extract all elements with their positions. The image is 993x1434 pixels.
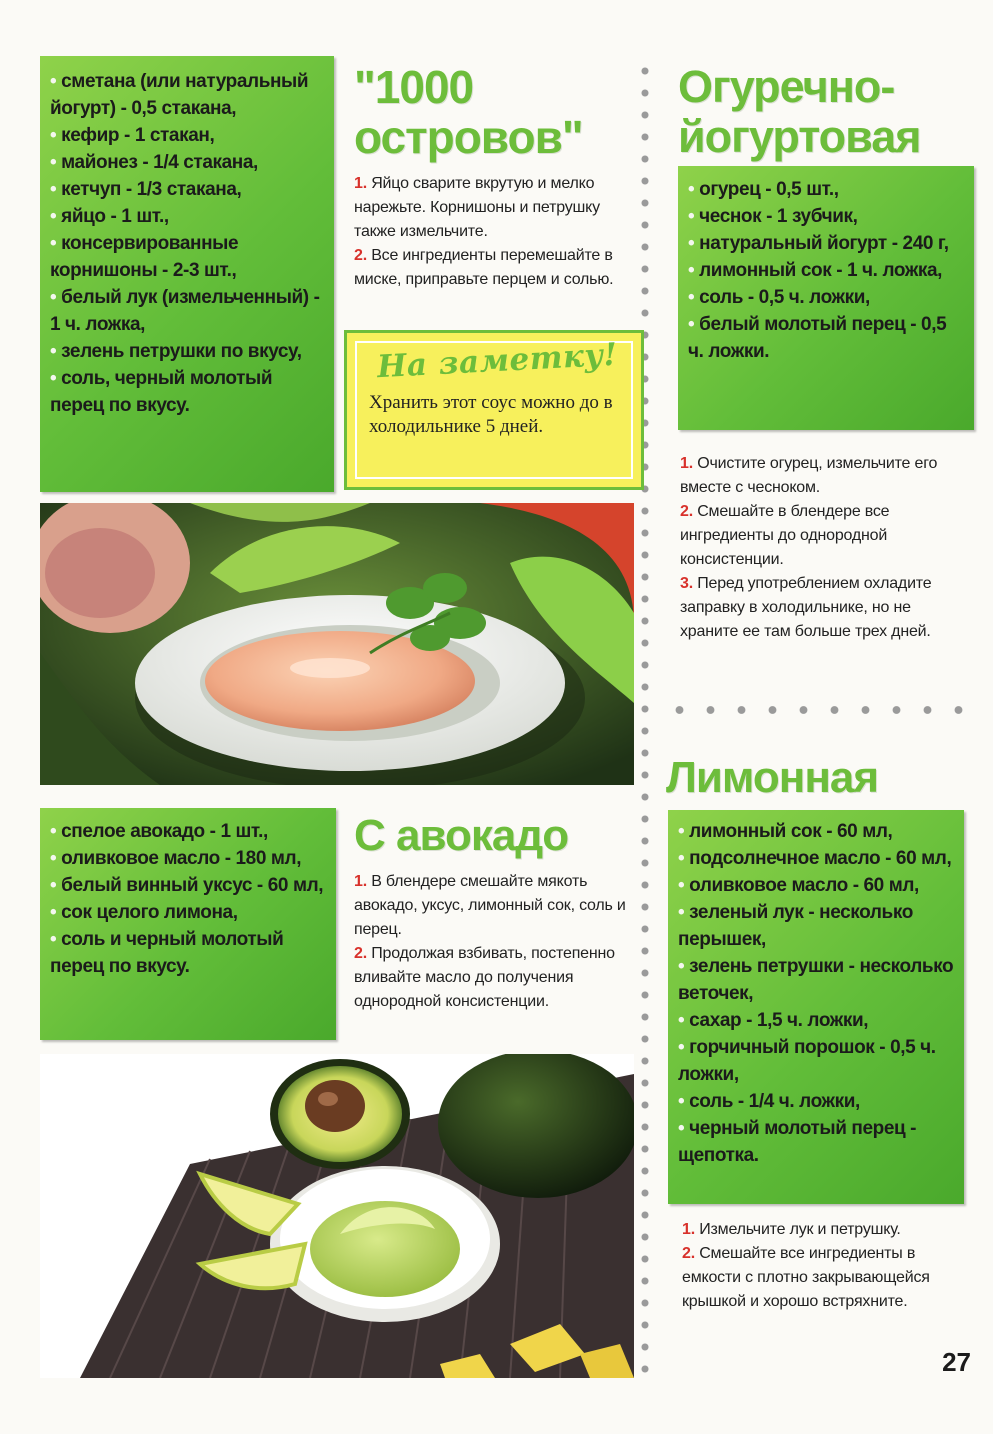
step <box>680 500 970 572</box>
title-line: островов" <box>354 111 583 163</box>
list-item: • лимонный сок - 1 ч. ложка, <box>688 257 966 284</box>
step <box>354 244 640 292</box>
list-item: • кетчуп - 1/3 стакана, <box>50 176 326 203</box>
step-text: В блендере смешайте мякоть авокадо, уксус, лимонный сок, соль и перец. <box>354 873 626 938</box>
step <box>354 172 640 244</box>
note-text: Хранить этот соус можно до в холодильнике 5 дней. <box>369 392 613 437</box>
step-number: 3. <box>680 575 693 592</box>
dotted-separator-vertical <box>640 60 650 1380</box>
step-number: 1. <box>354 175 367 192</box>
title-line: "1000 <box>354 61 474 113</box>
step-text: Измельчите лук и петрушку. <box>699 1221 901 1238</box>
list-item: • чеснок - 1 зубчик, <box>688 203 966 230</box>
step <box>680 572 970 644</box>
list-item: • оливковое масло - 60 мл, <box>678 872 956 899</box>
list-item: • майонез - 1/4 стакана, <box>50 149 326 176</box>
ingredients-list <box>50 818 328 980</box>
list-item: • зелень петрушки по вкусу, <box>50 338 326 365</box>
ingredients-box-avocado <box>40 808 336 1040</box>
title-line: Огуречно- <box>678 61 895 112</box>
list-item: • соль, черный молотый перец по вкусу. <box>50 365 326 419</box>
title-line: йогуртовая <box>678 111 921 162</box>
steps-lemon <box>682 1218 972 1314</box>
step-number: 1. <box>680 455 693 472</box>
sauce-bowl-illustration <box>40 503 634 785</box>
avocado-photo <box>40 1054 634 1378</box>
list-item: • соль - 0,5 ч. ложки, <box>688 284 966 311</box>
list-item: • сок целого лимона, <box>50 899 328 926</box>
list-item: • натуральный йогурт - 240 г, <box>688 230 966 257</box>
step <box>354 870 640 942</box>
ingredients-list <box>50 68 326 419</box>
step-text: Смешайте в блендере все ингредиенты до однородной консистенции. <box>680 503 890 568</box>
list-item: • подсолнечное масло - 60 мл, <box>678 845 956 872</box>
step-text: Все ингредиенты перемешайте в миске, приправьте перцем и солью. <box>354 247 614 288</box>
list-item: • оливковое масло - 180 мл, <box>50 845 328 872</box>
step <box>354 942 640 1014</box>
list-item: • черный молотый перец - щепотка. <box>678 1115 956 1169</box>
sauce-photo <box>40 503 634 785</box>
recipe-title-1000-islands <box>354 62 583 162</box>
step <box>682 1242 972 1314</box>
list-item: • сметана (или натуральный йогурт) - 0,5 стакана, <box>50 68 326 122</box>
step-number: 2. <box>680 503 693 520</box>
list-item: • лимонный сок - 60 мл, <box>678 818 956 845</box>
ingredients-list <box>688 176 966 365</box>
list-item: • зеленый лук - несколько перышек, <box>678 899 956 953</box>
step-number: 2. <box>354 945 367 962</box>
list-item: • горчичный порошок - 0,5 ч. ложки, <box>678 1034 956 1088</box>
ingredients-box-lemon <box>668 810 964 1204</box>
list-item: • зелень петрушки - несколько веточек, <box>678 953 956 1007</box>
note-box <box>344 330 644 490</box>
step <box>680 452 970 500</box>
ingredients-box-cucumber-yogurt <box>678 166 974 430</box>
list-item: • соль - 1/4 ч. ложки, <box>678 1088 956 1115</box>
steps-1000-islands <box>354 172 640 292</box>
step <box>682 1218 972 1242</box>
page-number: 27 <box>942 1347 971 1377</box>
list-item: • белый винный уксус - 60 мл, <box>50 872 328 899</box>
note-title: На заметку! <box>376 336 619 386</box>
list-item: • консервированные корнишоны - 2-3 шт., <box>50 230 326 284</box>
list-item: • сахар - 1,5 ч. ложки, <box>678 1007 956 1034</box>
recipe-title-lemon: Лимонная <box>666 753 879 802</box>
step-number: 1. <box>354 873 367 890</box>
list-item: • белый лук (измельченный) - 1 ч. ложка, <box>50 284 326 338</box>
step-number: 1. <box>682 1221 695 1238</box>
list-item: • яйцо - 1 шт., <box>50 203 326 230</box>
step-number: 2. <box>682 1245 695 1262</box>
list-item: • соль и черный молотый перец по вкусу. <box>50 926 328 980</box>
step-text: Яйцо сварите вкрутую и мелко нарежьте. Корнишоны и петрушку также измельчите. <box>354 175 600 240</box>
dotted-separator-horizontal <box>664 705 974 715</box>
step-number: 2. <box>354 247 367 264</box>
ingredients-box-1000-islands <box>40 56 334 492</box>
step-text: Очистите огурец, измельчите его вместе с чесноком. <box>680 455 938 496</box>
avocado-illustration <box>40 1054 634 1378</box>
step-text: Смешайте все ингредиенты в емкости с плотно закрывающейся крышкой и хорошо встряхните. <box>682 1245 930 1310</box>
recipe-title-cucumber-yogurt <box>678 62 921 162</box>
step-text: Продолжая взбивать, постепенно вливайте масло до получения однородной консистенции. <box>354 945 615 1010</box>
ingredients-list <box>678 818 956 1169</box>
steps-avocado <box>354 870 640 1014</box>
list-item: • огурец - 0,5 шт., <box>688 176 966 203</box>
step-text: Перед употреблением охладите заправку в холодильнике, но не храните ее там больше трех дней. <box>680 575 932 640</box>
list-item: • белый молотый перец - 0,5 ч. ложки. <box>688 311 966 365</box>
steps-cucumber-yogurt <box>680 452 970 644</box>
list-item: • кефир - 1 стакан, <box>50 122 326 149</box>
recipe-title-avocado: С авокадо <box>354 811 569 860</box>
list-item: • спелое авокадо - 1 шт., <box>50 818 328 845</box>
